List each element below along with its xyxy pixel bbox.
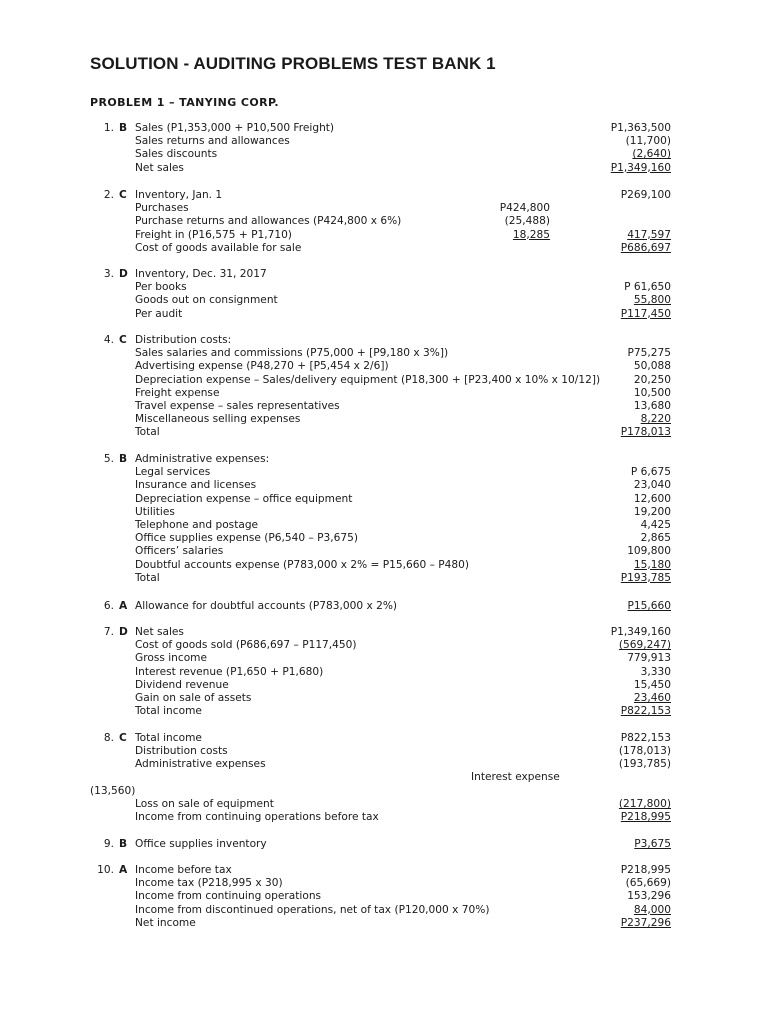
row-label: Distribution costs <box>135 745 228 758</box>
question-number: 10. <box>97 864 114 876</box>
answer-letter: C <box>119 189 127 201</box>
row-label: Cost of goods sold (P686,697 – P117,450) <box>135 639 357 652</box>
row-label: Inventory, Jan. 1 <box>135 189 223 201</box>
solution-8 <box>0 732 768 772</box>
row-amount: P15,660 <box>627 600 671 612</box>
solution-row <box>0 745 768 758</box>
row-amount: P3,675 <box>634 838 671 850</box>
row-amount: 3,330 <box>640 665 671 678</box>
row-label: Legal services <box>135 466 211 479</box>
row-amount: 23,460 <box>633 691 671 704</box>
row-amount: P269,100 <box>620 189 671 201</box>
row-label: Income before tax <box>135 864 232 876</box>
solution-row <box>0 466 768 479</box>
row-amount: (178,013) <box>618 745 671 758</box>
solution-5 <box>0 453 768 585</box>
solution-row <box>0 426 768 439</box>
row-label: Income tax (P218,995 x 30) <box>135 877 283 890</box>
row-amount: 8,220 <box>640 413 671 426</box>
answer-letter: B <box>119 122 128 134</box>
row-label: Distribution costs: <box>135 334 232 346</box>
solution-row <box>0 917 768 930</box>
row-label: Administrative expenses: <box>135 453 270 465</box>
row-amount: 15,180 <box>633 558 671 571</box>
row-amount: 12,600 <box>633 492 671 505</box>
solution-row <box>0 400 768 413</box>
solution-row <box>0 904 768 917</box>
question-number: 9. <box>103 838 114 850</box>
answer-letter: D <box>119 268 128 280</box>
row-amount: 50,088 <box>633 360 671 373</box>
solution-row <box>0 811 768 824</box>
row-label: Office supplies inventory <box>135 838 267 850</box>
row-label: Inventory, Dec. 31, 2017 <box>135 268 267 280</box>
row-label: Purchase returns and allowances (P424,800 x 6%) <box>135 215 402 228</box>
solution-row <box>0 413 768 426</box>
solution-row <box>0 838 768 851</box>
solution-row <box>0 479 768 492</box>
question-number: 1. <box>103 122 114 134</box>
row-label: Total <box>135 426 160 439</box>
solution-row <box>0 890 768 903</box>
row-amount: P117,450 <box>620 307 671 320</box>
solution-row <box>0 347 768 360</box>
row-label: Total <box>135 571 160 584</box>
solution-4 <box>0 334 768 440</box>
solution-row <box>0 506 768 519</box>
solution-row <box>0 360 768 373</box>
solution-row <box>0 652 768 665</box>
row-label: Office supplies expense (P6,540 – P3,675) <box>135 532 358 545</box>
solution-row <box>0 705 768 718</box>
row-label: Depreciation expense – Sales/delivery equipment (P18,300 + [P23,400 x 10% x 10/12]) <box>135 373 601 386</box>
solution-2 <box>0 189 768 255</box>
row-amount: P1,363,500 <box>610 122 671 134</box>
row-amount: 15,450 <box>633 678 671 691</box>
answer-letter: A <box>119 600 128 612</box>
row-subamount: P424,800 <box>499 202 550 215</box>
row-label: Cost of goods available for sale <box>135 241 302 254</box>
row-amount: P75,275 <box>627 347 671 360</box>
row-label: Sales returns and allowances <box>135 135 290 148</box>
solution-row <box>0 453 768 466</box>
row-label: Allowance for doubtful accounts (P783,000 x 2%) <box>135 600 398 612</box>
row-label: Interest revenue (P1,650 + P1,680) <box>135 665 324 678</box>
solution-row <box>0 374 768 387</box>
question-number: 8. <box>103 732 114 744</box>
row-amount: 55,800 <box>633 294 671 307</box>
question-number: 5. <box>103 453 114 465</box>
row-label: Administrative expenses <box>135 758 266 771</box>
row-label: Officers’ salaries <box>135 545 224 558</box>
answer-letter: A <box>119 864 128 876</box>
row-label: Net sales <box>135 626 184 638</box>
solution-row <box>0 135 768 148</box>
answer-letter: B <box>119 838 128 850</box>
solution-7 <box>0 626 768 718</box>
row-label: Advertising expense (P48,270 + [P5,454 x 2/6]) <box>135 360 389 373</box>
row-label: Goods out on consignment <box>135 294 278 307</box>
row-label: Depreciation expense – office equipment <box>135 492 353 505</box>
solution-row <box>0 559 768 572</box>
row-amount: 4,425 <box>640 518 671 531</box>
row-label: Telephone and postage <box>135 518 259 531</box>
solution-row <box>0 215 768 228</box>
row-amount: (193,785) <box>618 758 671 771</box>
stray-interest-expense-label: Interest expense <box>471 771 560 783</box>
question-number: 3. <box>103 268 114 280</box>
solution-row <box>0 229 768 242</box>
row-amount: 13,680 <box>633 399 671 412</box>
solution-9 <box>0 838 768 851</box>
solution-3 <box>0 268 768 321</box>
row-label: Income from continuing operations <box>135 890 322 903</box>
row-label: Travel expense – sales representatives <box>135 399 340 412</box>
solution-8-continued <box>0 798 768 824</box>
row-label: Per audit <box>135 307 183 320</box>
row-amount: (569,247) <box>618 639 671 652</box>
row-amount: 417,597 <box>627 228 671 241</box>
row-label: Sales (P1,353,000 + P10,500 Freight) <box>135 122 335 134</box>
row-amount: P822,153 <box>620 732 671 744</box>
row-amount: P686,697 <box>620 241 671 254</box>
answer-letter: C <box>119 334 127 346</box>
problem-heading: PROBLEM 1 – TANYING CORP. <box>90 96 279 109</box>
row-amount: 779,913 <box>627 652 671 665</box>
solution-row <box>0 600 768 613</box>
row-label: Loss on sale of equipment <box>135 798 274 810</box>
row-label: Utilities <box>135 505 175 518</box>
row-label: Gain on sale of assets <box>135 691 252 704</box>
row-amount: 19,200 <box>633 505 671 518</box>
document-title: SOLUTION - AUDITING PROBLEMS TEST BANK 1 <box>90 54 496 73</box>
solution-row <box>0 732 768 745</box>
solution-row <box>0 666 768 679</box>
row-label: Doubtful accounts expense (P783,000 x 2% = P15,660 – P480) <box>135 558 470 571</box>
row-amount: 153,296 <box>627 890 671 903</box>
row-amount: 23,040 <box>633 479 671 492</box>
solution-10 <box>0 864 768 930</box>
solution-row <box>0 281 768 294</box>
solution-row <box>0 679 768 692</box>
row-amount: 2,865 <box>640 532 671 545</box>
solution-row <box>0 148 768 161</box>
row-label: Per books <box>135 281 187 294</box>
row-amount: P822,153 <box>620 705 671 718</box>
row-amount: 84,000 <box>633 903 671 916</box>
row-label: Sales salaries and commissions (P75,000 + [P9,180 x 3%]) <box>135 347 449 360</box>
solution-row <box>0 626 768 639</box>
row-amount: P178,013 <box>620 426 671 439</box>
solution-row <box>0 519 768 532</box>
solution-6 <box>0 600 768 613</box>
row-subamount: (25,488) <box>504 215 550 228</box>
row-amount: (2,640) <box>632 148 671 161</box>
question-number: 7. <box>103 626 114 638</box>
row-amount: P 61,650 <box>624 281 671 294</box>
solution-row <box>0 308 768 321</box>
solution-row <box>0 639 768 652</box>
solution-row <box>0 122 768 135</box>
row-label: Dividend revenue <box>135 678 229 691</box>
solution-row <box>0 242 768 255</box>
solution-row <box>0 877 768 890</box>
row-label: Miscellaneous selling expenses <box>135 413 301 426</box>
row-label: Insurance and licenses <box>135 479 257 492</box>
solution-row <box>0 334 768 347</box>
row-amount: P218,995 <box>620 811 671 824</box>
row-subamount: 18,285 <box>512 228 550 241</box>
answer-letter: C <box>119 732 127 744</box>
row-label: Gross income <box>135 652 208 665</box>
solution-row <box>0 758 768 771</box>
row-label: Net sales <box>135 161 184 174</box>
answer-letter: B <box>119 453 128 465</box>
solution-row <box>0 692 768 705</box>
question-number: 6. <box>103 600 114 612</box>
row-amount: (217,800) <box>618 798 671 810</box>
answer-letter: D <box>119 626 128 638</box>
solution-row <box>0 387 768 400</box>
solution-row <box>0 202 768 215</box>
solution-row <box>0 864 768 877</box>
solution-row <box>0 268 768 281</box>
question-number: 4. <box>103 334 114 346</box>
solution-row <box>0 294 768 307</box>
solution-row <box>0 189 768 202</box>
solution-row <box>0 545 768 558</box>
row-amount: P 6,675 <box>630 466 671 479</box>
row-label: Purchases <box>135 202 189 215</box>
row-amount: 109,800 <box>627 545 671 558</box>
solution-row <box>0 532 768 545</box>
stray-interest-expense-amount: (13,560) <box>90 785 136 797</box>
row-amount: 10,500 <box>633 386 671 399</box>
row-amount: (11,700) <box>625 135 671 148</box>
row-amount: (65,669) <box>625 877 671 890</box>
row-label: Total income <box>135 732 202 744</box>
row-amount: P237,296 <box>620 916 671 929</box>
row-amount: P1,349,160 <box>610 626 671 638</box>
solution-row <box>0 493 768 506</box>
row-label: Sales discounts <box>135 148 218 161</box>
solution-row <box>0 162 768 175</box>
solution-1 <box>0 122 768 175</box>
solution-row <box>0 572 768 585</box>
row-label: Total income <box>135 705 202 718</box>
row-label: Income from continuing operations before tax <box>135 811 379 824</box>
row-amount: 20,250 <box>633 373 671 386</box>
solution-row <box>0 798 768 811</box>
row-label: Income from discontinued operations, net of tax (P120,000 x 70%) <box>135 903 490 916</box>
row-amount: P218,995 <box>620 864 671 876</box>
row-label: Freight expense <box>135 386 220 399</box>
row-label: Net income <box>135 916 196 929</box>
row-label: Freight in (P16,575 + P1,710) <box>135 228 292 241</box>
row-amount: P193,785 <box>620 571 671 584</box>
question-number: 2. <box>103 189 114 201</box>
row-amount: P1,349,160 <box>610 161 671 174</box>
